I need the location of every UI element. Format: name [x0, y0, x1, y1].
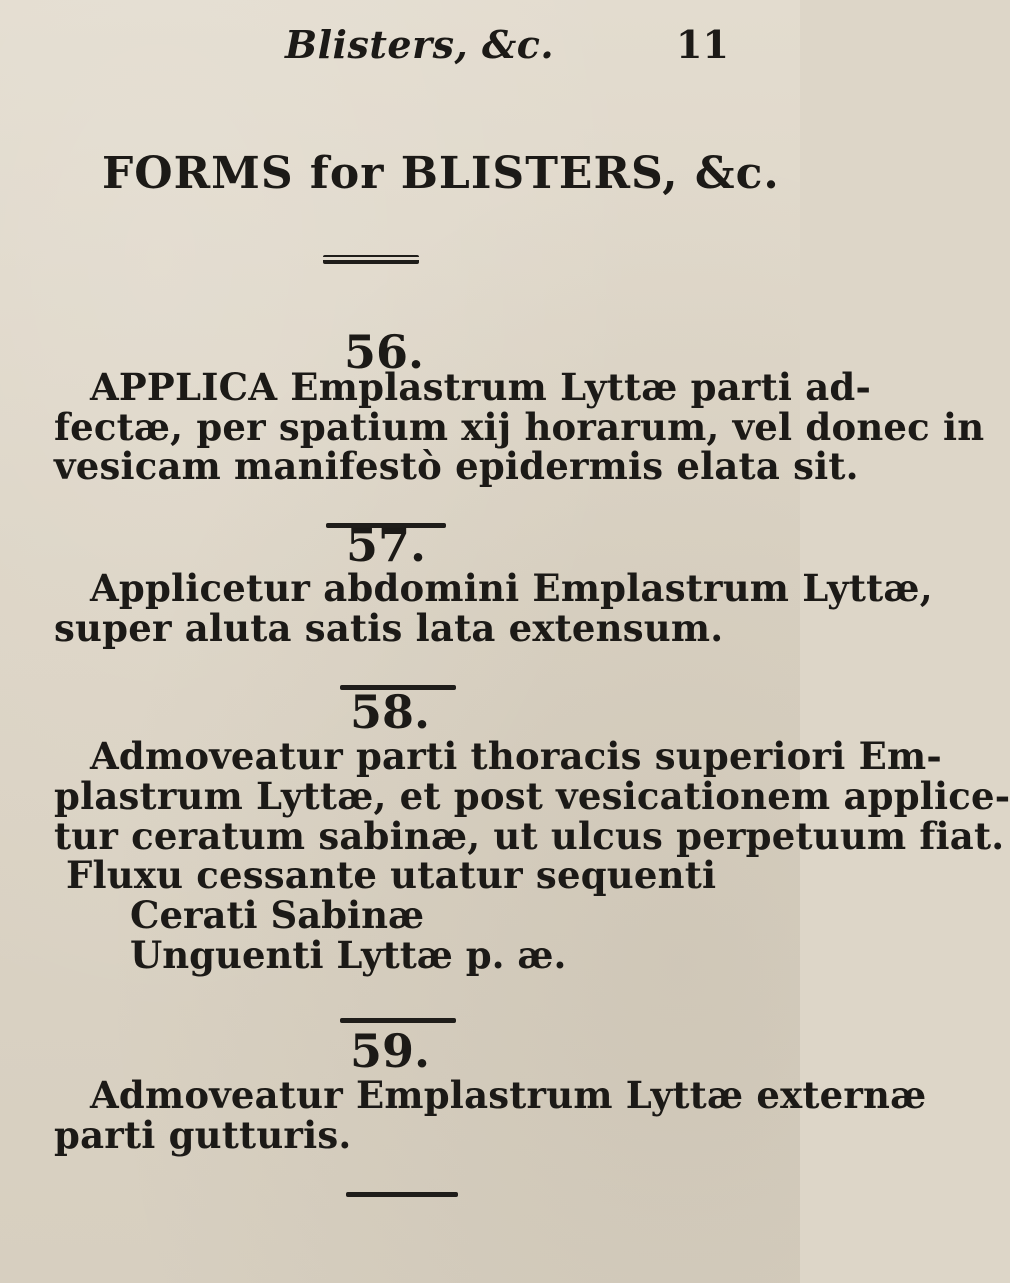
entry-number-56: 56. [344, 325, 425, 379]
title-rule [323, 255, 419, 264]
entry-58-line-2: plastrum Lyttæ, et post vesicationem applice- [54, 774, 1010, 818]
entry-56-line-1: APPLICA Emplastrum Lyttæ parti ad- [90, 365, 872, 409]
entry-59-line-2: parti gutturis. [54, 1113, 352, 1157]
page-number: 11 [676, 22, 729, 67]
running-head: Blisters, &c. [285, 22, 555, 67]
entry-57-line-2: super aluta satis lata extensum. [54, 606, 724, 650]
entry-58-line-3: tur ceratum sabinæ, ut ulcus perpetuum fiat. [54, 814, 1005, 858]
entry-number-58: 58. [350, 685, 431, 739]
entry-59-line-1: Admoveatur Emplastrum Lyttæ externæ [90, 1073, 927, 1117]
section-title: FORMS for BLISTERS, &c. [102, 148, 780, 199]
separator-rule [346, 1192, 458, 1197]
entry-56-line-2: fectæ, per spatium xij horarum, vel donec in [54, 405, 985, 449]
entry-number-57: 57. [346, 518, 427, 572]
entry-57-line-1: Applicetur abdomini Emplastrum Lyttæ, [90, 566, 933, 610]
entry-number-59: 59. [350, 1024, 431, 1078]
entry-56-line-3: vesicam manifestò epidermis elata sit. [54, 444, 859, 488]
recipe-item-2: Unguenti Lyttæ p. æ. [130, 933, 567, 977]
separator-rule [340, 1018, 456, 1023]
recipe-item-1: Cerati Sabinæ [130, 893, 425, 937]
entry-58-line-1: Admoveatur parti thoracis superiori Em- [90, 734, 942, 778]
entry-58-line-4: Fluxu cessante utatur sequenti [66, 853, 717, 897]
